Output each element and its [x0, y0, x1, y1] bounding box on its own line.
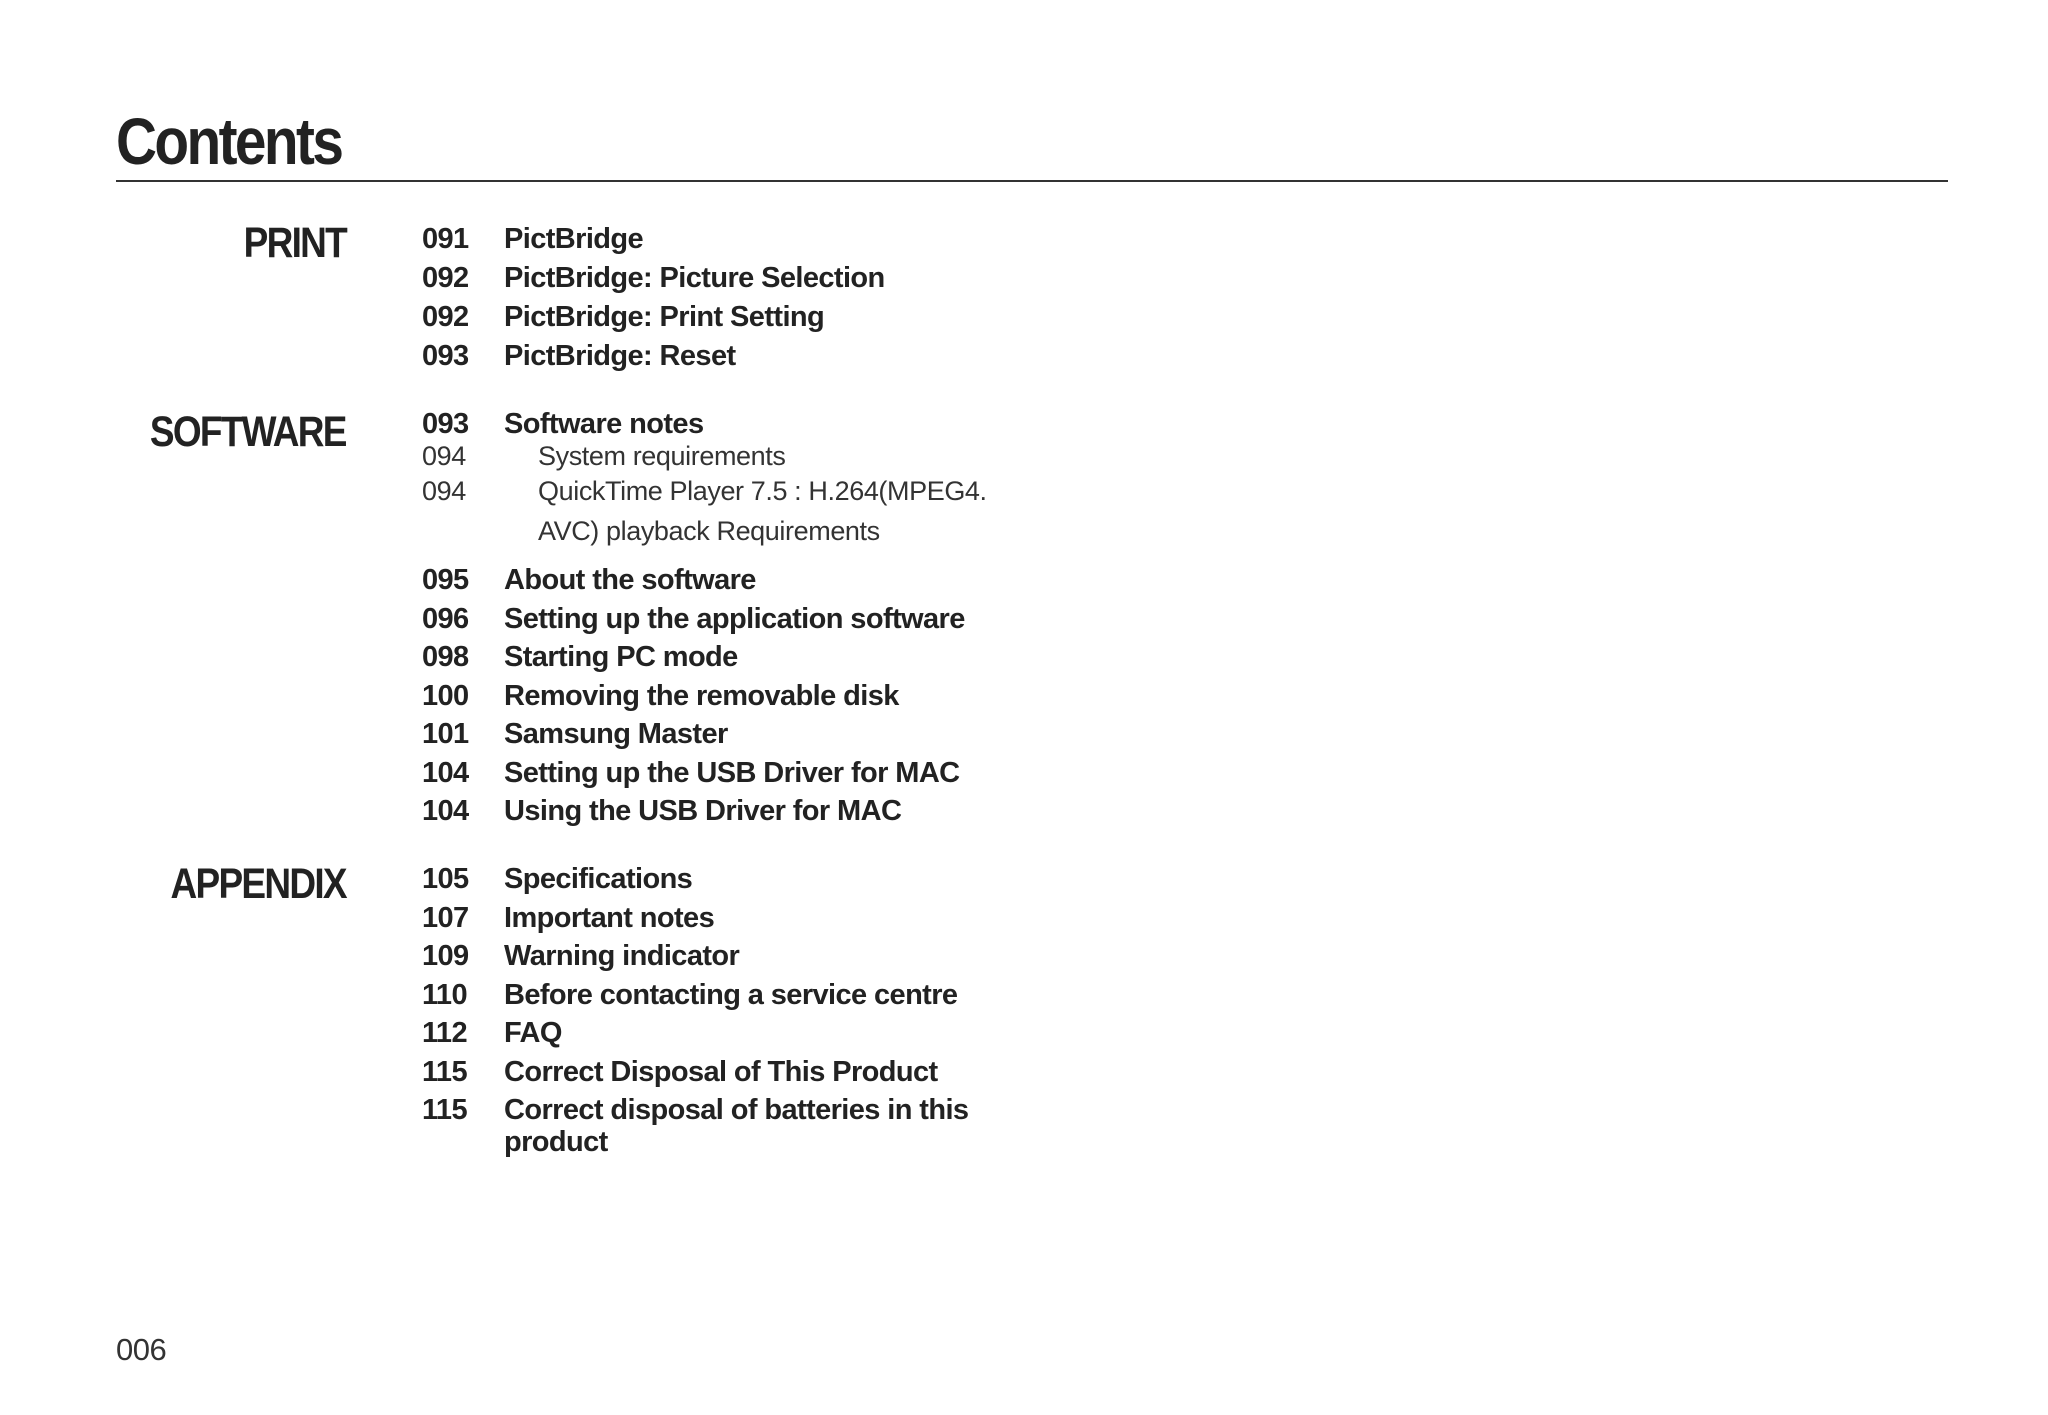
toc-page-number: 115 [422, 1094, 467, 1126]
toc-entry-title: Specifications [504, 863, 693, 895]
section-heading-print: PRINT [243, 219, 346, 267]
toc-entry-title: PictBridge: Print Setting [504, 301, 825, 333]
toc-page-number: 092 [422, 301, 469, 333]
toc-entry-title: System requirements [538, 441, 786, 471]
toc-entry-title: FAQ [504, 1017, 562, 1049]
toc-entry-title: PictBridge: Reset [504, 340, 736, 372]
toc-entry-title: Setting up the application software [504, 603, 965, 635]
toc-entry-title: About the software [504, 564, 756, 596]
toc-entry-title-line1: QuickTime Player 7.5 : H.264(MPEG4. [538, 476, 987, 506]
toc-entry-title: Correct Disposal of This Product [504, 1056, 938, 1088]
toc-page-number: 104 [422, 757, 469, 789]
toc-page-number: 112 [422, 1017, 467, 1049]
toc-page-number: 104 [422, 795, 469, 827]
toc-entry-title: Before contacting a service centre [504, 979, 958, 1011]
toc-entry-title: Starting PC mode [504, 641, 738, 673]
toc-page-number: 107 [422, 902, 469, 934]
toc-entry-title: Removing the removable disk [504, 680, 899, 712]
toc-page-number: 096 [422, 603, 469, 635]
toc-entry-title: Important notes [504, 902, 715, 934]
toc-page-number: 091 [422, 223, 469, 255]
toc-entry-title-line1: Correct disposal of batteries in this [504, 1094, 969, 1126]
toc-page-number: 100 [422, 680, 469, 712]
section-heading-appendix: APPENDIX [170, 860, 346, 908]
toc-entry-title-line2: AVC) playback Requirements [538, 516, 880, 546]
toc-entry-title [504, 1094, 968, 1159]
toc-entry-title: PictBridge: Picture Selection [504, 262, 885, 294]
toc-page-number: 093 [422, 408, 469, 440]
toc-entry-title-line2: product [504, 1126, 608, 1158]
toc-entry-title: PictBridge [504, 223, 644, 255]
toc-page-number: 101 [422, 718, 469, 750]
toc-page-number: 105 [422, 863, 469, 895]
toc-page-number: 094 [422, 441, 466, 471]
toc-page-number: 094 [422, 476, 466, 506]
page-title: Contents [116, 104, 342, 178]
section-heading-software: SOFTWARE [150, 408, 346, 456]
toc-page-number: 109 [422, 940, 469, 972]
toc-page-number: 095 [422, 564, 469, 596]
toc-entry-title: Setting up the USB Driver for MAC [504, 757, 960, 789]
toc-entry-title: Warning indicator [504, 940, 740, 972]
toc-page-number: 093 [422, 340, 469, 372]
toc-page-number: 092 [422, 262, 469, 294]
toc-page-number: 098 [422, 641, 469, 673]
toc-entry-title: Using the USB Driver for MAC [504, 795, 902, 827]
toc-entry-title: Software notes [504, 408, 704, 440]
page-number: 006 [116, 1332, 167, 1367]
toc-page-number: 115 [422, 1056, 467, 1088]
title-divider [116, 180, 1948, 182]
toc-page-number: 110 [422, 979, 467, 1011]
toc-entry-title [538, 476, 987, 547]
toc-entry-title: Samsung Master [504, 718, 728, 750]
